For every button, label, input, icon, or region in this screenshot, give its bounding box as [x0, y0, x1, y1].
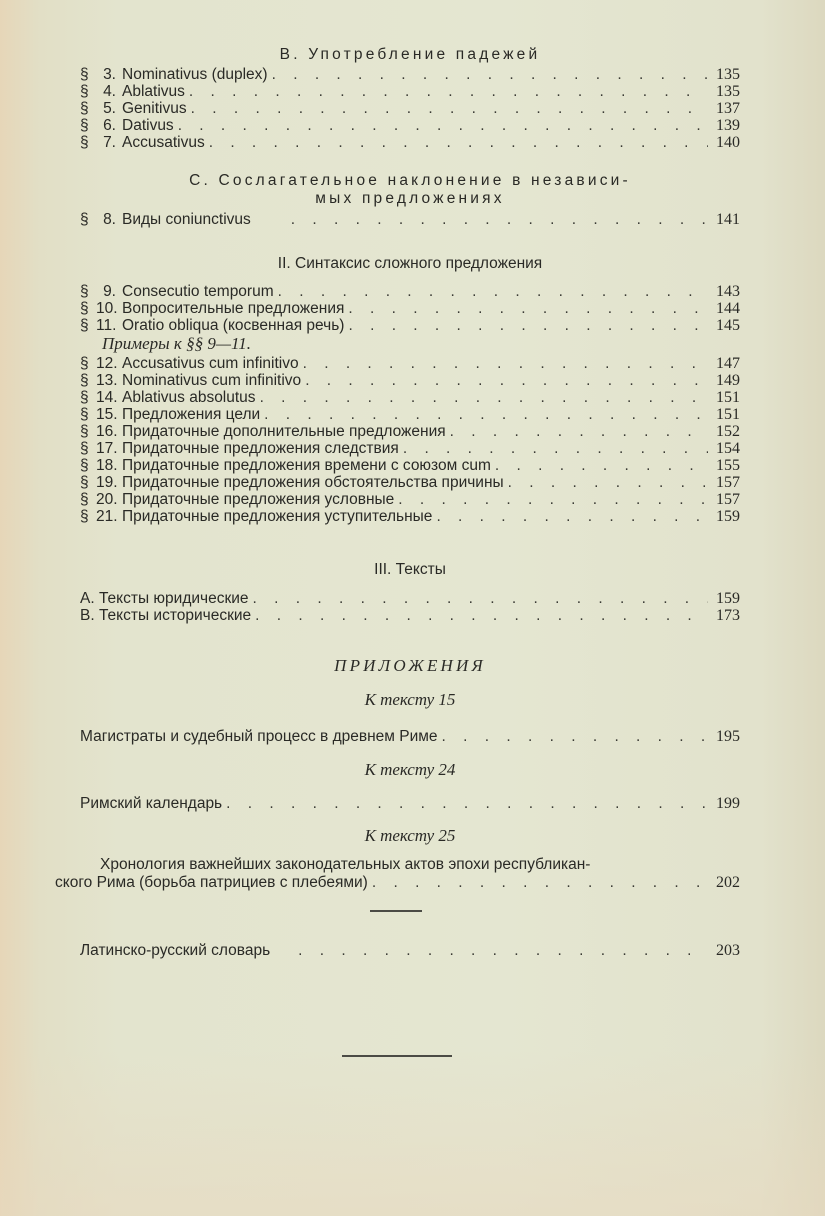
dot-leader	[398, 492, 708, 508]
page-number: 154	[716, 440, 740, 457]
section-sign: §	[80, 134, 89, 151]
entry-title: Придаточные дополнительные предложения	[122, 423, 446, 440]
entry-number: 16.	[96, 423, 118, 440]
entry-number: 21.	[96, 508, 118, 525]
toc-entry[interactable]	[80, 943, 740, 959]
section-sign: §	[80, 406, 89, 423]
section-sign: §	[80, 491, 89, 508]
dot-leader	[209, 135, 708, 151]
page-number: 157	[716, 491, 740, 508]
dot-leader	[372, 875, 708, 891]
entry-number: 17.	[96, 440, 118, 457]
toc-entry[interactable]	[80, 424, 740, 440]
toc-entry[interactable]	[80, 212, 740, 228]
page-number: 199	[716, 795, 740, 812]
entry-number: 18.	[96, 457, 118, 474]
entry-title: Ablativus	[122, 83, 185, 100]
entry-number: 15.	[96, 406, 118, 423]
section-sign: §	[80, 300, 89, 317]
examples-note: Примеры к §§ 9—11.	[102, 334, 251, 353]
toc-entry[interactable]	[80, 67, 740, 83]
toc-entry[interactable]	[80, 301, 740, 317]
page-number: 149	[716, 372, 740, 389]
entry-title: Придаточные предложения условные	[122, 491, 395, 508]
page-aging-tint	[0, 1050, 825, 1216]
page-number: 157	[716, 474, 740, 491]
section-sign: §	[80, 355, 89, 372]
section-heading-texts: III. Тексты	[374, 561, 446, 578]
section-heading-complex-syntax: II. Синтаксис сложного предложения	[277, 255, 543, 272]
dot-leader	[189, 84, 708, 100]
section-heading-appendices: ПРИЛОЖЕНИЯ	[334, 656, 486, 675]
dot-leader	[291, 212, 708, 228]
entry-title: Придаточные предложения следствия	[122, 440, 399, 457]
toc-entry[interactable]	[80, 509, 740, 525]
entry-title: Nominativus (duplex)	[122, 66, 268, 83]
dot-leader	[178, 118, 708, 134]
toc-entry[interactable]	[80, 318, 740, 334]
page-number: 135	[716, 83, 740, 100]
entry-title-line2: ского Рима (борьба патрициев с плебеями)	[55, 874, 368, 891]
toc-entry[interactable]	[80, 390, 740, 406]
entry-number: 14.	[96, 389, 118, 406]
dot-leader	[272, 67, 708, 83]
section-sign: §	[80, 474, 89, 491]
dot-leader	[348, 318, 708, 334]
toc-entry[interactable]	[80, 118, 740, 134]
page-number: 144	[716, 300, 740, 317]
entry-number: 20.	[96, 491, 118, 508]
dot-leader	[305, 373, 708, 389]
appendix-subheading: К тексту 15	[364, 690, 456, 709]
dot-leader	[255, 608, 708, 624]
entry-title: Латинско-русский словарь	[80, 942, 271, 959]
entry-title: Genitivus	[122, 100, 187, 117]
toc-entry[interactable]	[80, 373, 740, 389]
toc-entry[interactable]	[80, 608, 740, 624]
entry-number: 13.	[96, 372, 118, 389]
dot-leader	[495, 458, 708, 474]
entry-title: Oratio obliqua (косвенная речь)	[122, 317, 345, 334]
page-number: 155	[716, 457, 740, 474]
dot-leader	[442, 729, 708, 745]
section-sign: §	[80, 389, 89, 406]
toc-entry[interactable]	[80, 475, 740, 491]
section-sign: §	[80, 100, 89, 117]
toc-entry[interactable]	[80, 591, 740, 607]
entry-title: Придаточные предложения времени с союзом cum	[122, 457, 491, 474]
section-sign: §	[80, 508, 89, 525]
page-number: 145	[716, 317, 740, 334]
entry-title: Nominativus cum infinitivo	[122, 372, 302, 389]
dot-leader	[508, 475, 708, 491]
page-number: 141	[716, 211, 740, 228]
entry-number: 5.	[103, 100, 116, 117]
entry-title: Придаточные предложения уступительные	[122, 508, 433, 525]
section-divider	[370, 910, 422, 912]
section-sign: §	[80, 66, 89, 83]
page-number: 137	[716, 100, 740, 117]
entry-number: 11.	[96, 317, 117, 334]
section-sign: §	[80, 317, 89, 334]
entry-title: Ablativus absolutus	[122, 389, 256, 406]
page-number: 159	[716, 508, 740, 525]
entry-number: 10.	[96, 300, 118, 317]
toc-entry[interactable]	[80, 84, 740, 100]
page-number: 203	[716, 942, 740, 959]
page-number: 202	[716, 874, 740, 891]
page-number: 143	[716, 283, 740, 300]
dot-leader	[436, 509, 708, 525]
dot-leader	[278, 284, 708, 300]
section-sign: §	[80, 423, 89, 440]
page-number: 151	[716, 406, 740, 423]
dot-leader	[191, 101, 708, 117]
dot-leader	[260, 390, 708, 406]
entry-title: Accusativus	[122, 134, 205, 151]
entry-title: Виды coniunctivus	[122, 211, 251, 228]
toc-entry[interactable]	[80, 135, 740, 151]
page-number: 151	[716, 389, 740, 406]
page-number: 147	[716, 355, 740, 372]
page-number: 140	[716, 134, 740, 151]
toc-entry[interactable]	[80, 729, 740, 745]
entry-title-line1[interactable]: Хронология важнейших законодательных актов эпохи республикан-	[100, 856, 591, 873]
dot-leader	[264, 407, 708, 423]
toc-entry[interactable]	[80, 492, 740, 508]
dot-leader	[303, 356, 708, 372]
section-sign: §	[80, 283, 89, 300]
end-divider	[342, 1055, 452, 1057]
entry-title: Придаточные предложения обстоятельства причины	[122, 474, 504, 491]
dot-leader	[403, 441, 708, 457]
toc-entry[interactable]	[80, 407, 740, 423]
dot-leader	[450, 424, 708, 440]
entry-number: 9.	[103, 283, 116, 300]
entry-title: Вопросительные предложения	[122, 300, 345, 317]
toc-entry[interactable]	[80, 101, 740, 117]
entry-number: 8.	[103, 211, 116, 228]
entry-title: Accusativus cum infinitivo	[122, 355, 299, 372]
page-number: 159	[716, 590, 740, 607]
entry-title: B. Тексты исторические	[80, 607, 252, 624]
section-sign: §	[80, 117, 89, 134]
entry-title: Consecutio temporum	[122, 283, 274, 300]
section-sign: §	[80, 457, 89, 474]
section-heading-subjunctive-line2: мых предложениях	[315, 190, 505, 207]
entry-number: 4.	[103, 83, 116, 100]
page-number: 152	[716, 423, 740, 440]
page-number: 195	[716, 728, 740, 745]
toc-entry[interactable]	[80, 796, 740, 812]
dot-leader	[298, 943, 708, 959]
section-sign: §	[80, 211, 89, 228]
section-heading-subjunctive-line1: С. Сослагательное наклонение в независи-	[189, 172, 631, 189]
entry-title: Предложения цели	[122, 406, 261, 423]
section-sign: §	[80, 372, 89, 389]
entry-title: Магистраты и судебный процесс в древнем Риме	[80, 728, 438, 745]
dot-leader	[253, 591, 708, 607]
entry-title: A. Тексты юридические	[80, 590, 249, 607]
entry-number: 6.	[103, 117, 116, 134]
entry-title: Dativus	[122, 117, 174, 134]
appendix-subheading: К тексту 25	[364, 826, 456, 845]
entry-number: 7.	[103, 134, 116, 151]
entry-title: Римский календарь	[80, 795, 223, 812]
entry-number: 12.	[96, 355, 118, 372]
toc-entry[interactable]	[80, 458, 740, 474]
dot-leader	[348, 301, 708, 317]
entry-number: 19.	[96, 474, 118, 491]
appendix-subheading: К тексту 24	[364, 760, 456, 779]
toc-entry[interactable]	[80, 441, 740, 457]
toc-entry[interactable]	[55, 875, 740, 891]
toc-entry[interactable]	[80, 356, 740, 372]
page-number: 139	[716, 117, 740, 134]
section-sign: §	[80, 440, 89, 457]
page-number: 135	[716, 66, 740, 83]
section-heading-case-usage: В. Употребление падежей	[279, 46, 541, 63]
page-number: 173	[716, 607, 740, 624]
section-sign: §	[80, 83, 89, 100]
toc-entry[interactable]	[80, 284, 740, 300]
entry-number: 3.	[103, 66, 116, 83]
dot-leader	[226, 796, 708, 812]
